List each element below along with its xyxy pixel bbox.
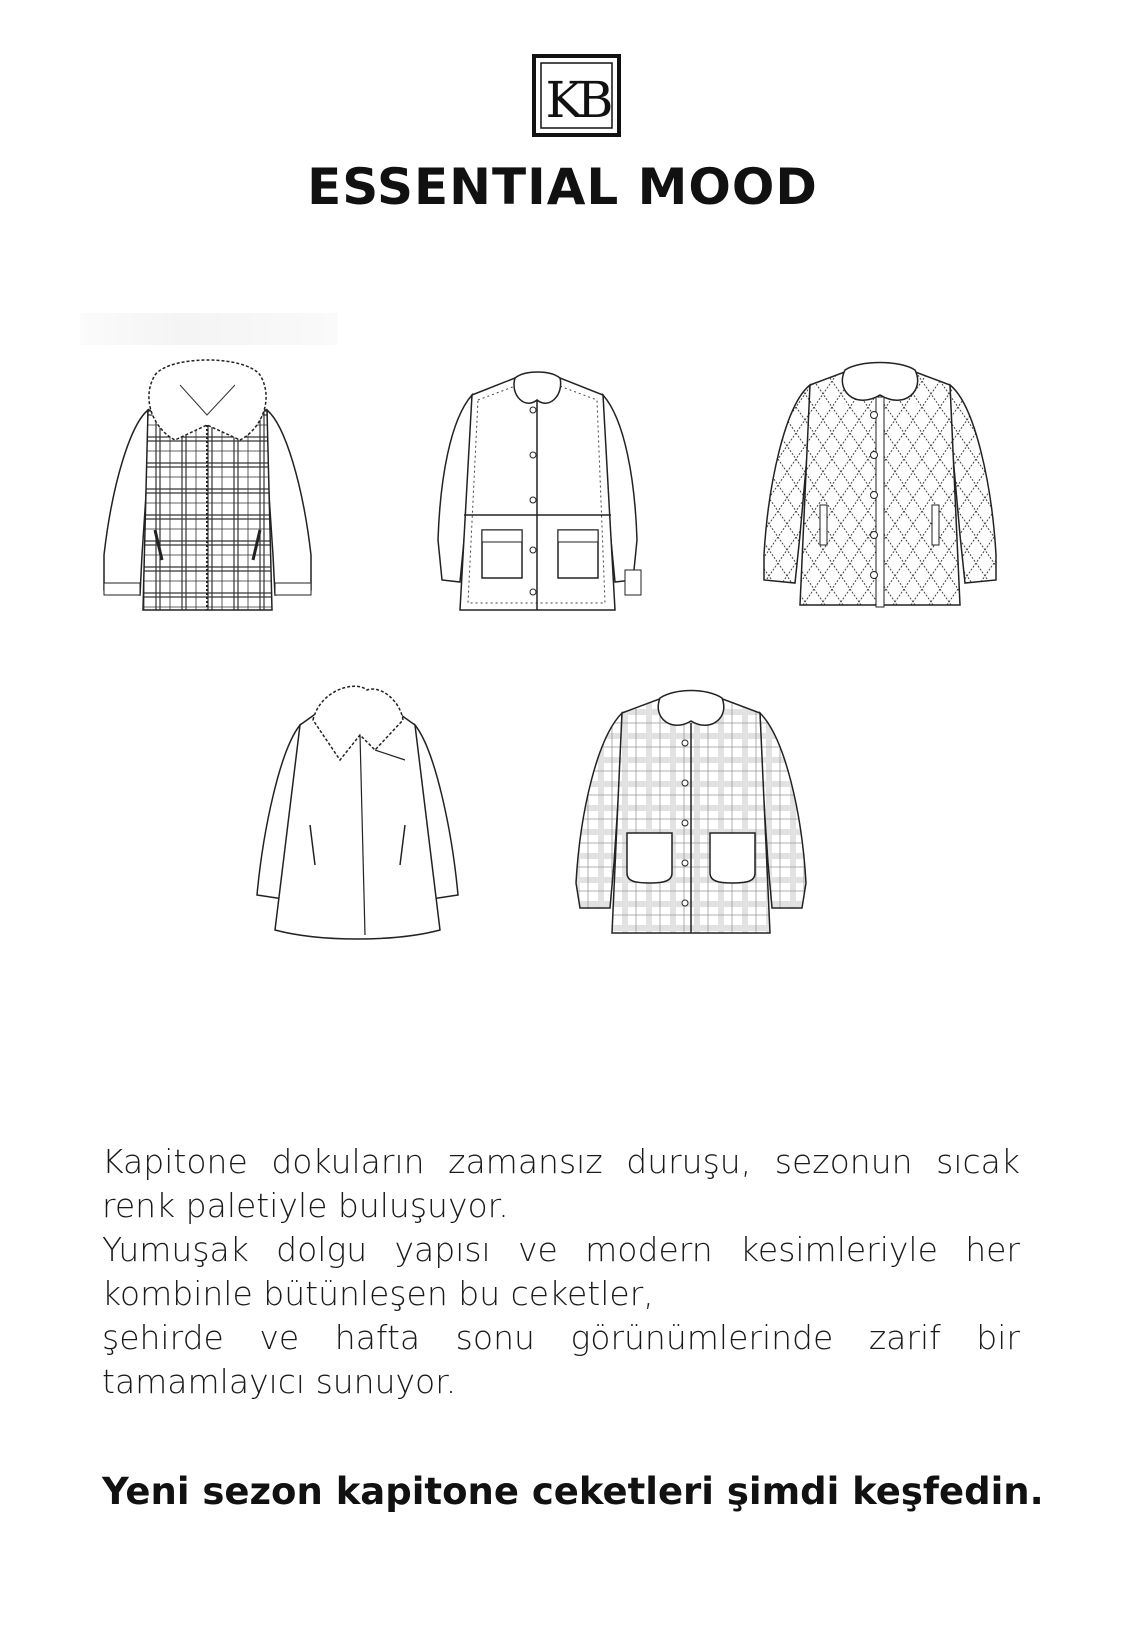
utility-vest-jacket-sketch <box>430 360 645 615</box>
svg-text:KB: KB <box>545 71 608 129</box>
description-line: Yumuşak dolgu yapısı ve modern kesimleriyle her <box>102 1230 1020 1269</box>
fur-collar-coat-sketch <box>255 680 460 942</box>
quilted-diamond-jacket-sketch <box>760 355 1000 617</box>
description-line: şehirde ve hafta sonu görünümlerinde zarif bir <box>102 1318 1020 1357</box>
page-title: ESSENTIAL MOOD <box>307 158 818 216</box>
faint-background-bar <box>80 313 338 345</box>
description-line: renk paletiyle buluşuyor. <box>102 1186 509 1225</box>
description-text <box>102 1140 1020 1404</box>
description-line: Kapitone dokuların zamansız duruşu, sezonun sıcak <box>102 1142 1020 1181</box>
cta-text: Yeni sezon kapitone ceketleri şimdi keşfedin. <box>102 1470 1044 1513</box>
plaid-jacket-fur-collar-sketch <box>100 355 315 620</box>
description-line: tamamlayıcı sunuyor. <box>102 1362 457 1401</box>
plaid-shirt-jacket-sketch <box>572 683 810 943</box>
kb-logo <box>532 54 621 137</box>
description-line: kombinle bütünleşen bu ceketler, <box>102 1274 654 1313</box>
